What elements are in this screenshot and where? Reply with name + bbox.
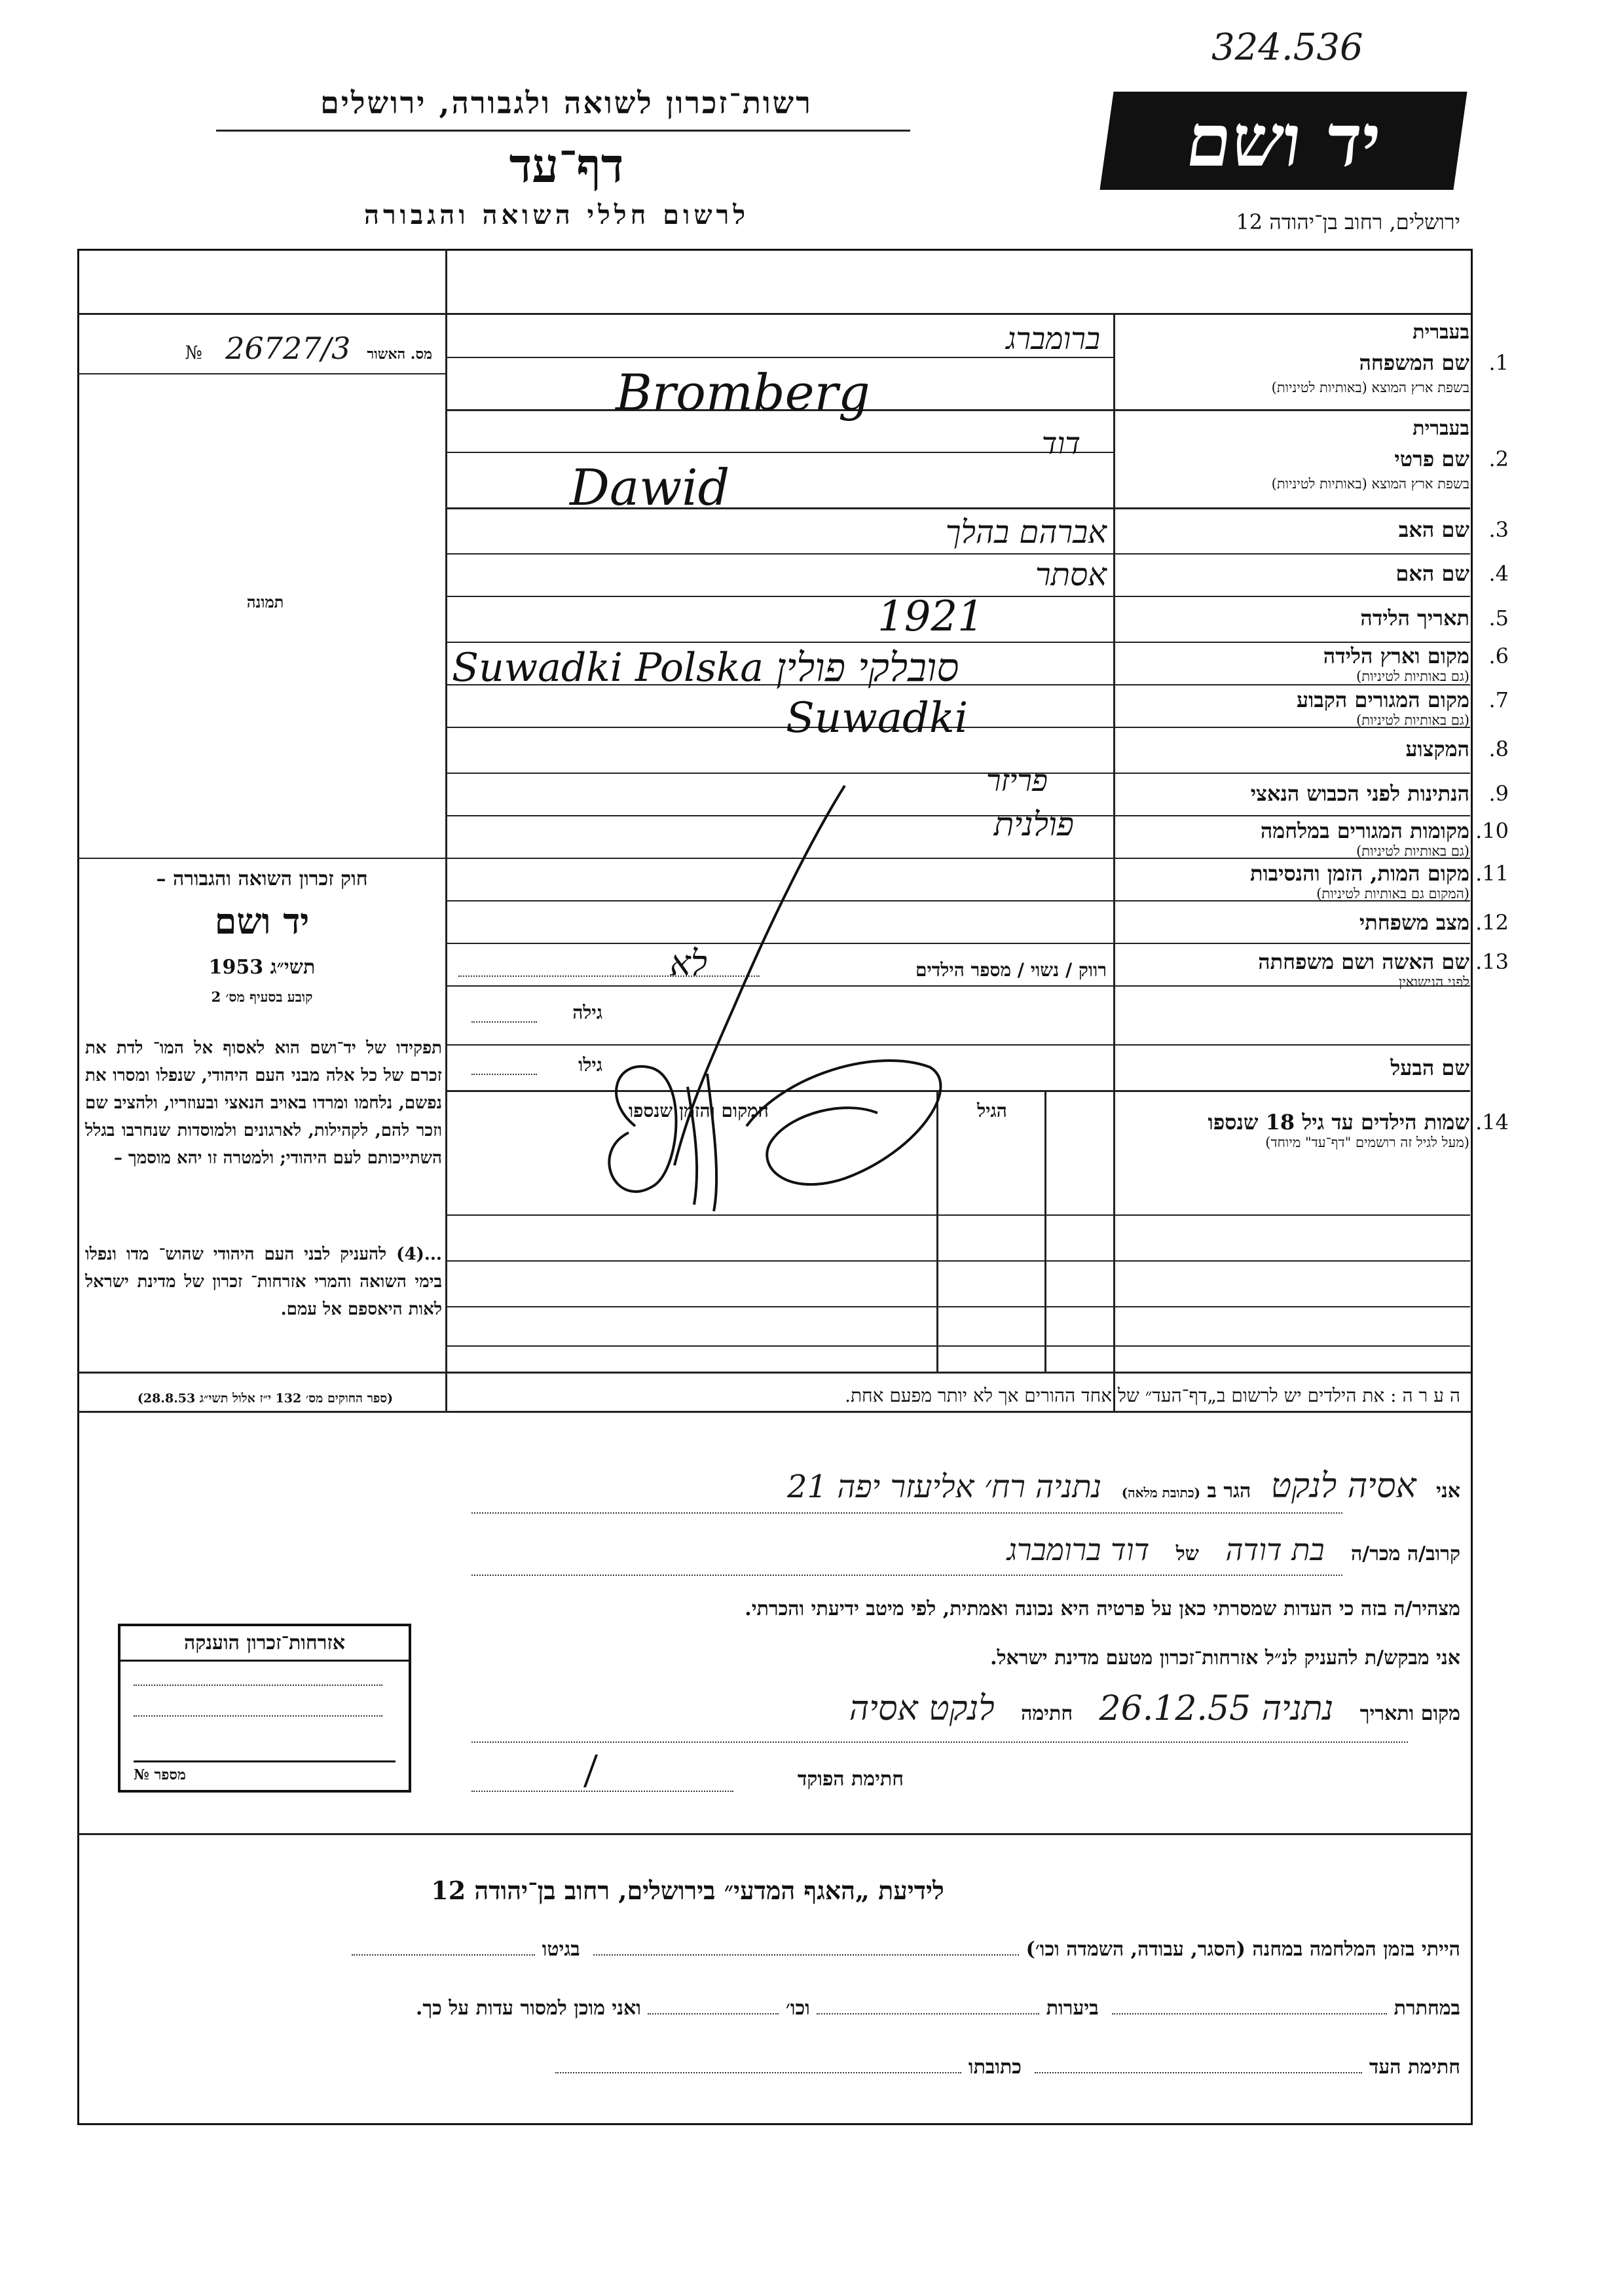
relative-value: בת דודה: [1225, 1532, 1325, 1567]
children-place-column: המקום והזמן שנספו: [629, 1100, 769, 1121]
citizenship-box: [118, 1624, 411, 1793]
officer-signature-label: חתימת הפוקד: [797, 1768, 904, 1791]
signature-label: חתימה: [1021, 1702, 1073, 1725]
residence: Suwadki: [786, 694, 969, 742]
children-age-column: הגיל: [977, 1100, 1007, 1121]
children-note: ה ע ר ה : את הילדים יש לרשום ב„דף־העד״ של אחד ההורים אך לא יותר מפעם אחת.: [845, 1385, 1460, 1406]
mother-name: אסתר: [1035, 556, 1107, 593]
footer-title: לידיעת „האגף המדעי״ בירושלים, רחוב בן־יהודה 12: [431, 1876, 944, 1905]
approval-number-row: [98, 331, 432, 370]
place-date-value: נתניה 26.12.55: [1099, 1689, 1334, 1728]
field-8-occupation: 8. המקצוע: [1405, 737, 1509, 761]
declaration-line-1: [458, 1467, 1460, 1512]
field-7-residence: 7. מקום המגורים הקבוע (גם באותיות לטיניות): [1297, 687, 1509, 728]
field-13-wife-name: 13. שם האשה ושם משפחתה לפני הנישואין: [1258, 949, 1509, 990]
father-name: אברהם בהלך: [945, 514, 1107, 551]
field-6-birthplace: 6. מקום וארץ הלידה (גם באותיות לטיניות): [1323, 644, 1509, 684]
field-14-children: 14. שמות הילדים עד גיל 18 שנספו (מעל לגיל זה רושמים "דף־עד" מיוחד): [1208, 1110, 1509, 1150]
nationality: פולנית: [993, 805, 1074, 843]
declaration-statement: מצהיר/ה בזה כי העדות שמסרתי כאן על פרטיה היא נכונה ואמתית, לפי מיטב ידיעתי והכרתי.: [745, 1597, 1460, 1620]
approval-number: 26727/3: [225, 331, 351, 366]
authority-title: רשות־זכרון לשואה ולגבורה, ירושלים: [320, 85, 813, 120]
birthplace: סובלקי פולין Suwadki Polska: [452, 645, 959, 691]
law-text-1: תפקידו של יד־ושם הוא לאסוף אל המו־ לדת את זכרם של כל אלה מבני העם היהודי, שנפלו ומסרו את נפשם, נלחמו ומרדו באויב הנאצי ובעוזריו, ולהציב שם וזכר להם, לקהילות, לארגונים ולמוסדות שנחרבו בגלל השתייכותם לעם היהודי; ולמטרה זו יהא מוסמך –: [85, 1038, 442, 1168]
marital-handwritten: לא: [669, 943, 707, 984]
law-year: תשי״ג 1953: [208, 956, 316, 979]
relative-label: קרוב/ה מכר/ה: [1351, 1542, 1460, 1565]
law-name: יד ושם: [214, 900, 310, 942]
field-3-father: 3. שם האב: [1398, 517, 1509, 542]
field-1-tag: בעברית: [1412, 321, 1469, 344]
field-12-marital-status: 12. מצב משפחתי: [1359, 910, 1509, 935]
first-name-latin: Dawid: [570, 458, 730, 517]
approval-symbol: №: [185, 342, 203, 363]
law-reference: (ספר החוקים מס׳ 132 י״ז אלול תשי״ג 28.8.53): [137, 1391, 394, 1406]
page-subtitle: לרשום חללי השואה והגבורה: [363, 200, 750, 230]
declarant-label: אני: [1436, 1480, 1460, 1503]
wife-age-label: גילה: [572, 1002, 602, 1023]
footer-line-3: חתימת העד כתובתו: [92, 2056, 1460, 2088]
logo-text: יד ושם: [1181, 98, 1386, 183]
of-value: דוד ברומברג: [1006, 1532, 1150, 1567]
marital-options: רווק / נשוי / מספר הילדים: [915, 959, 1107, 981]
surname-hebrew: ברומברג: [1006, 321, 1100, 356]
field-9-nationality: 9. הנתינות לפני הכבוש הנאצי: [1250, 781, 1509, 806]
approval-label: מס. האשור: [367, 346, 432, 363]
field-5-birthdate: 5. תאריך הלידה: [1360, 606, 1509, 630]
occupation: פריזר: [986, 763, 1048, 798]
field-4-mother: 4. שם האם: [1395, 561, 1509, 586]
field-10-wartime-residences: 10. מקומות המגורים במלחמה (גם באותיות לטיניות): [1260, 818, 1509, 859]
declarant-name: אסיה לנקט: [1270, 1467, 1416, 1506]
declaration-place-date: [458, 1689, 1460, 1741]
declaration-line-2: [458, 1532, 1460, 1578]
first-name-hebrew: דוד: [1041, 426, 1080, 461]
citizenship-box-number: מספר №: [134, 1760, 396, 1783]
declarant-address: נתניה רח׳ אליעזר יפה 21: [787, 1468, 1102, 1505]
law-title: חוק זכרון השואה והגבורה –: [156, 867, 368, 890]
law-clause: קובע בסעיף מס׳ 2: [211, 989, 313, 1005]
place-date-label: מקום ותאריך: [1359, 1702, 1460, 1725]
husband-age-label: גילו: [578, 1054, 602, 1076]
archive-number: 324.536: [1211, 26, 1363, 69]
yad-vashem-logo: [1099, 92, 1467, 190]
birth-year: 1921: [877, 592, 984, 641]
field-11-death-place: 11. מקום המות, הזמן והנסיבות (המקום גם באותיות לטיניות): [1249, 861, 1509, 902]
header-address: ירושלים, רחוב בן־יהודה 12: [1236, 210, 1460, 234]
signature-value: לנקט אסיה: [849, 1689, 995, 1728]
footer-line-1: הייתי בזמן המלחמה במחנה (הסגר, עבודה, השמדה וכו׳) בגיטו: [92, 1938, 1460, 1971]
signature-scrawl: [537, 759, 1008, 1257]
photo-label: תמונה: [246, 592, 284, 611]
address-hint: (כתובת מלאה): [1121, 1485, 1201, 1501]
field-husband-name: שם הבעל: [1390, 1055, 1469, 1080]
of-label: של: [1175, 1542, 1200, 1565]
surname-latin: Bromberg: [616, 363, 870, 422]
page-title: דף־עד: [509, 137, 624, 193]
footer-line-2: במחתרת ביערות וכו׳ ואני מוכן למסור עדות על כך.: [415, 1997, 1460, 2020]
declaration-request: אני מבקש/ת להעניק לנ״ל אזרחות־זכרון מטעם מדינת ישראל.: [990, 1647, 1460, 1669]
resides-label: הגר ב: [1207, 1480, 1251, 1503]
law-text-2: ...(4) להעניק לבני העם היהודי שהוש־ מדו ונפלו בימי השואה והמרי אזרחות־ זכרון של מדינת ישראל לאות היאספם אל עמם.: [85, 1245, 442, 1319]
citizenship-box-title: אזרחות־זכרון הוענקה: [120, 1626, 409, 1662]
